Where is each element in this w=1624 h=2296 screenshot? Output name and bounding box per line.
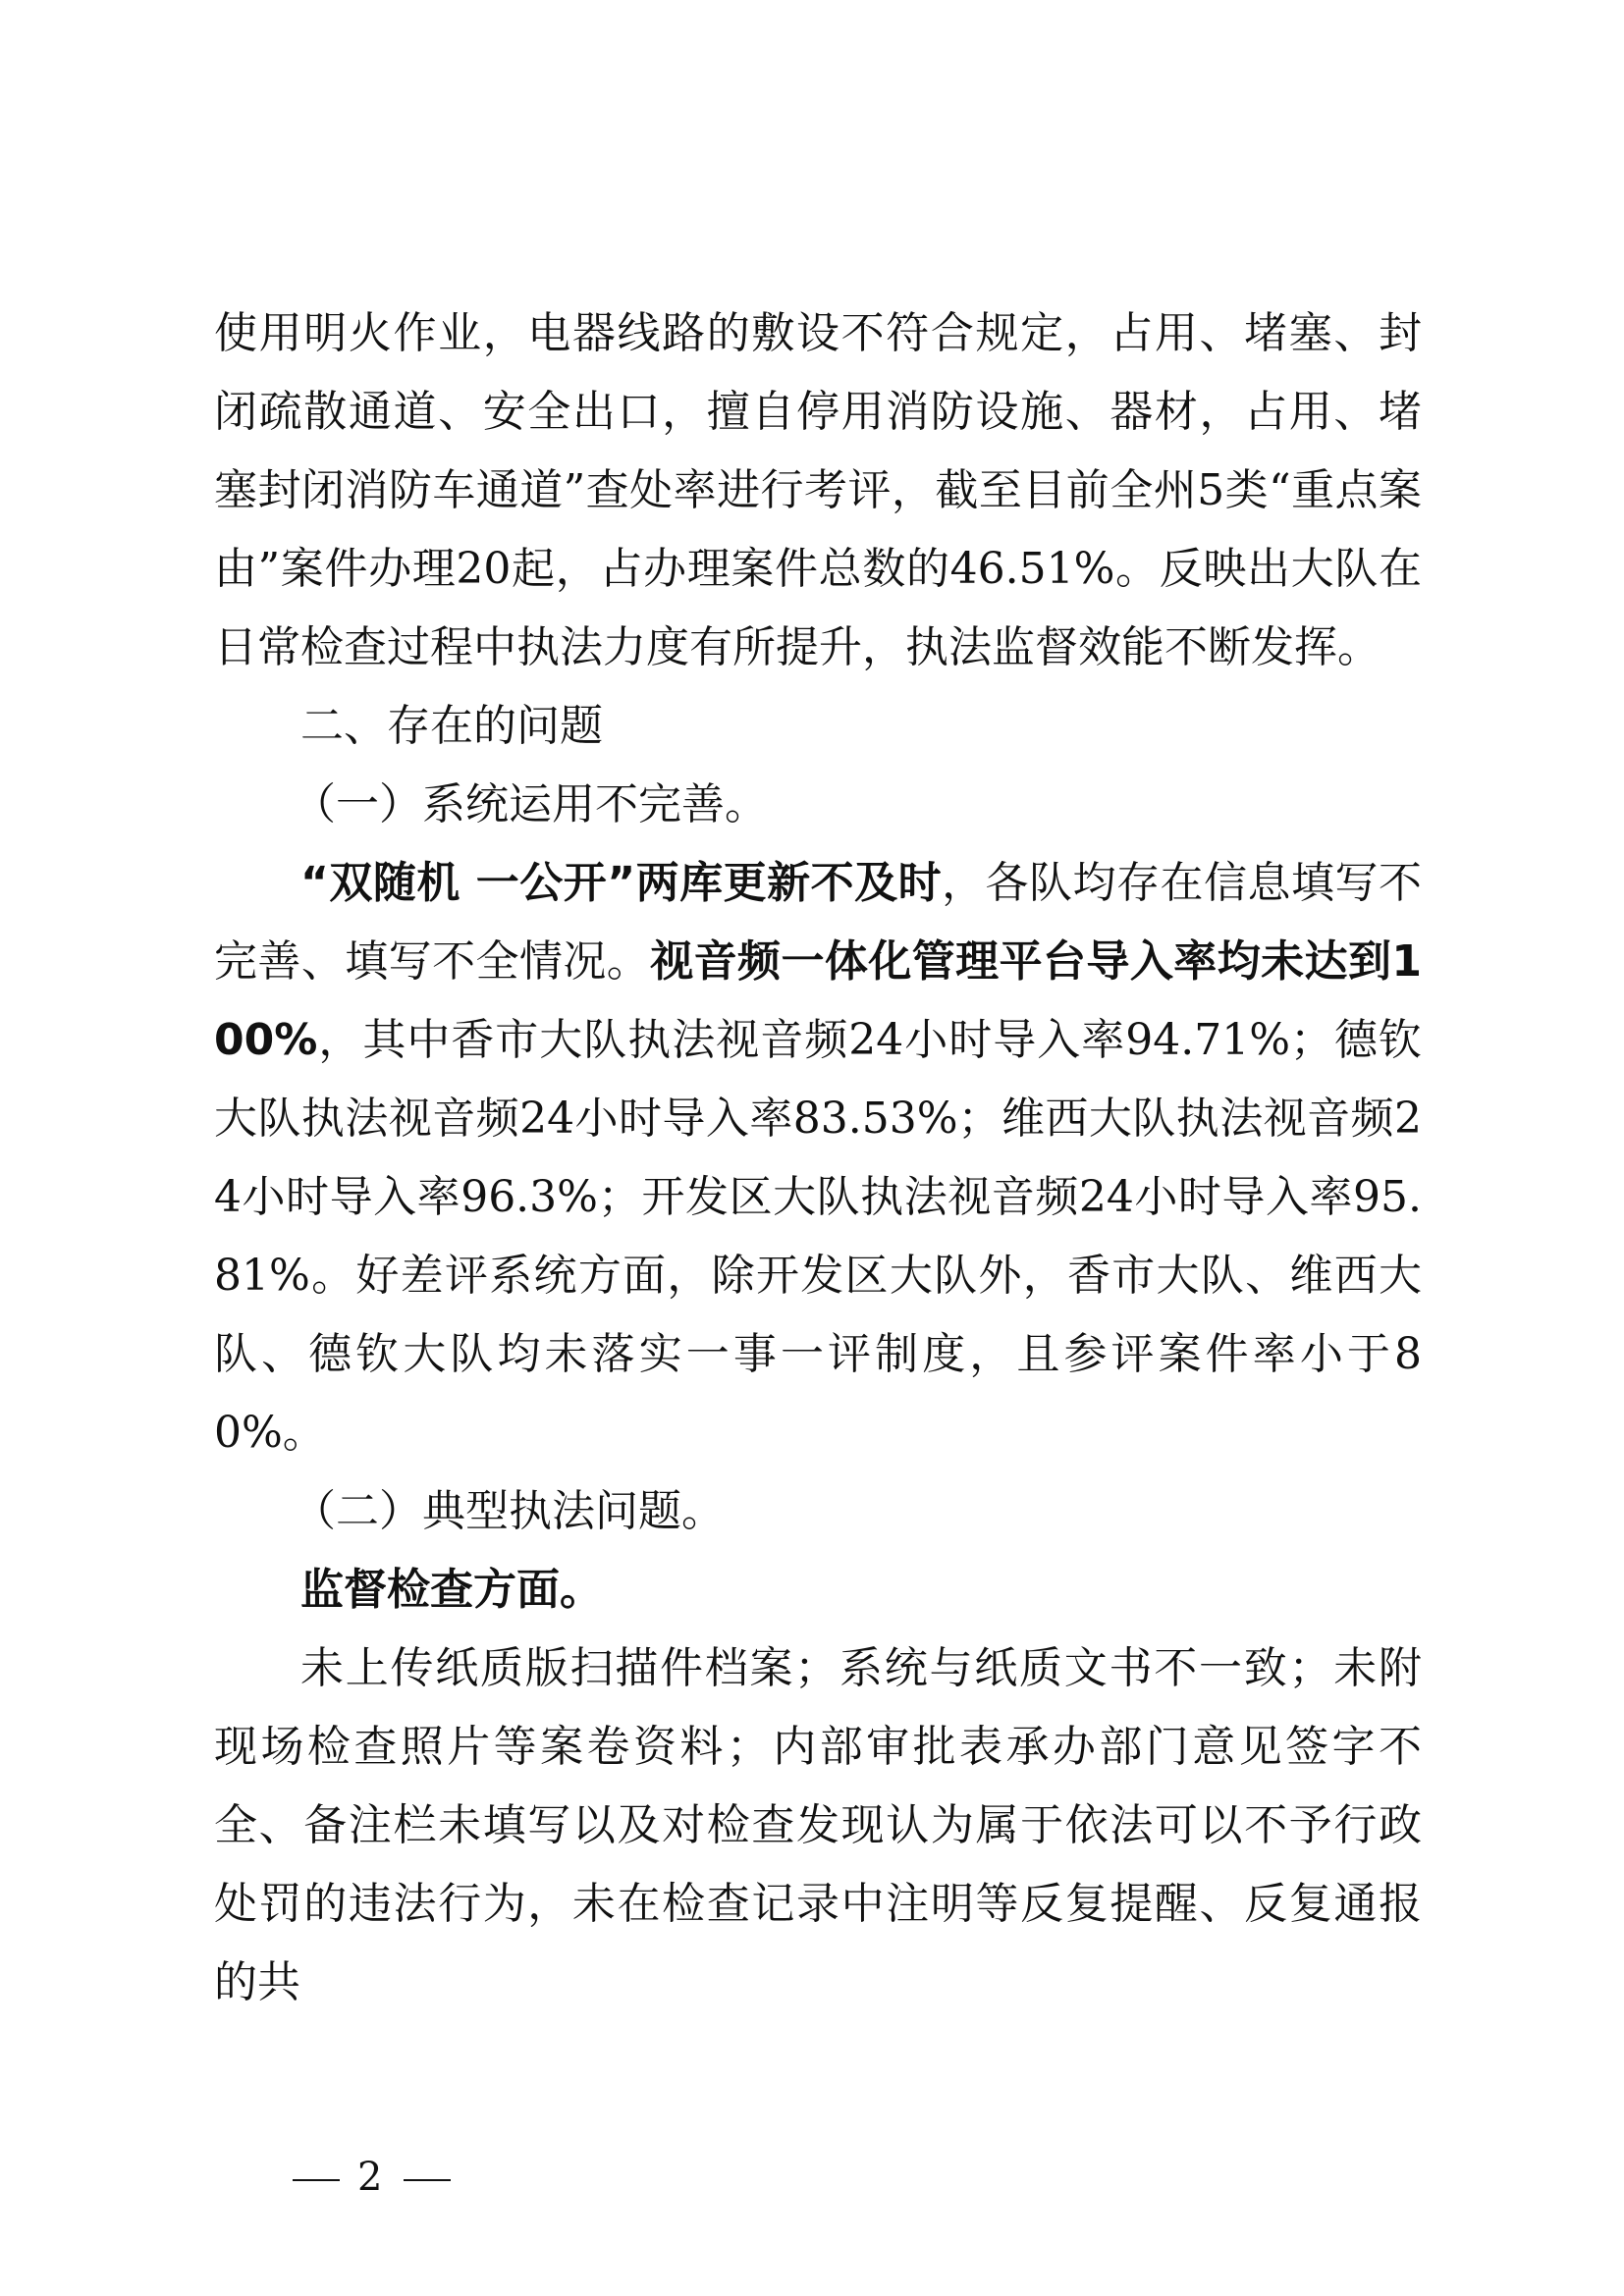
document-body xyxy=(214,294,1422,2022)
text-database-detail: ，各队均存在信息填写不完善、填写不全情况。 xyxy=(214,858,1423,987)
subheading-system: （一）系统运用不完善。 xyxy=(293,779,768,829)
page-number: 2 xyxy=(357,2155,387,2200)
footer-dash-right xyxy=(404,2179,451,2181)
paragraph-3: 未上传纸质版扫描件档案；系统与纸质文书不一致；未附现场检查照片等案卷资料；内部审批表承办部门意见签字不全、备注栏未填写以及对检查发现认为属于依法可以不予行政处罚的违法行为，未在检查记录中注明等反复提醒、反复通报的共 xyxy=(214,1643,1422,2007)
paragraph-1: 使用明火作业，电器线路的敷设不符合规定，占用、堵塞、封闭疏散通道、安全出口，擅自停用消防设施、器材，占用、堵塞封闭消防车通道”查处率进行考评，截至目前全州5类“重点案由”案件办理20起，占办理案件总数的46.51%。反映出大队在日常检查过程中执法力度有所提升，执法监督效能不断发挥。 xyxy=(214,308,1422,672)
bold-phrase-video-platform: 视音频一体化管理平台导入率均未达到100% xyxy=(214,936,1422,1065)
section-heading-problems: 二、存在的问题 xyxy=(300,701,603,751)
bold-heading-inspection: 监督检查方面。 xyxy=(300,1565,603,1615)
bold-phrase-database: “双随机 一公开”两库更新不及时 xyxy=(300,858,943,908)
page-footer xyxy=(275,2155,468,2200)
subheading-typical-issues: （二）典型执法问题。 xyxy=(293,1486,725,1536)
paragraph-2 xyxy=(214,844,1422,1472)
text-video-rates: ，其中香市大队执法视音频24小时导入率94.71%；德钦大队执法视音频24小时导入率83.53%；维西大队执法视音频24小时导入率96.3%；开发区大队执法视音频24小时导入率95.81%。好差评系统方面，除开发区大队外，香市大队、维西大队、德钦大队均未落实一事一评制度，且参评案件率小于80%。 xyxy=(214,1015,1422,1458)
footer-dash-left xyxy=(293,2179,340,2181)
